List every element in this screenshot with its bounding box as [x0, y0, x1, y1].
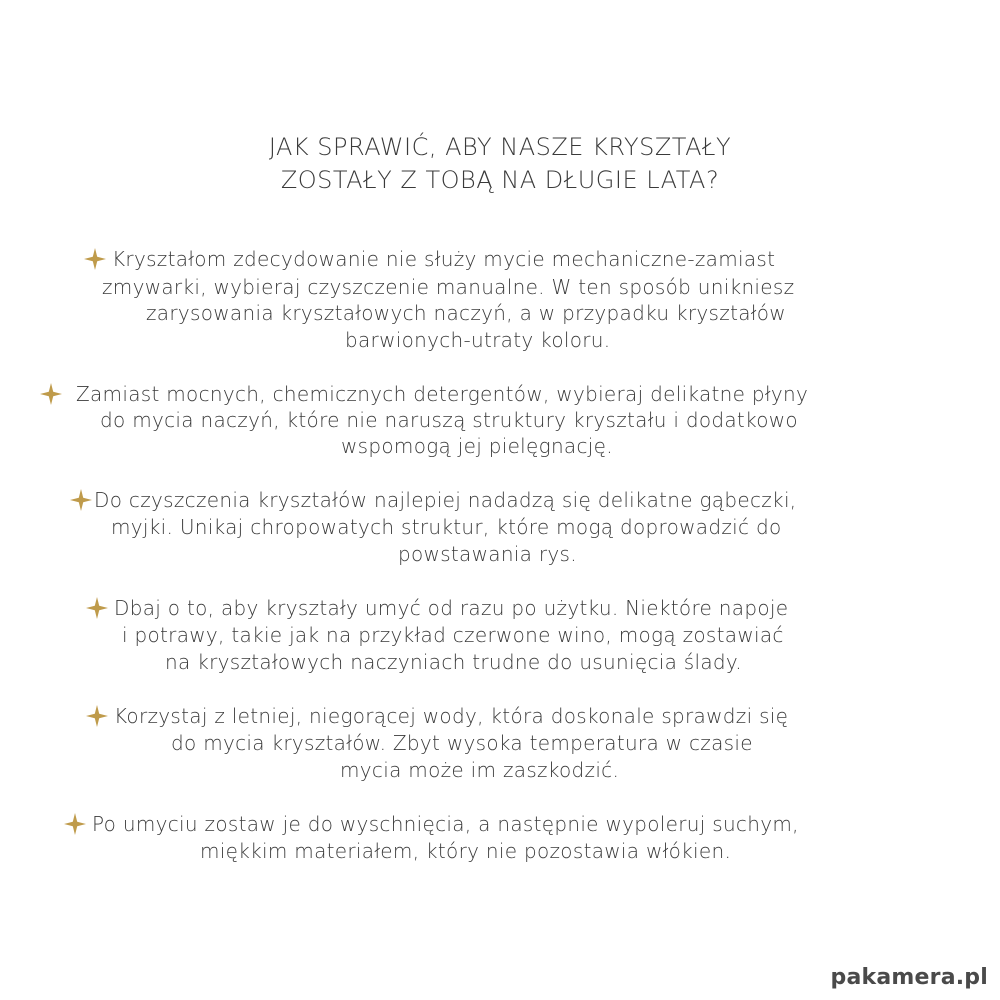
care-tip-line [86, 596, 788, 620]
four-point-star-icon [64, 813, 86, 835]
care-tip-line: mycia może im zaszkodzić. [340, 758, 620, 782]
care-tip-line [86, 704, 788, 728]
care-tip-line: wspomogą jej pielęgnację. [341, 434, 613, 458]
care-tip-line: myjki. Unikaj chropowatych struktur, które mogą doprowadzić do [111, 515, 782, 539]
care-tip-line [70, 488, 796, 512]
care-tip-line: barwionych-utraty koloru. [345, 328, 611, 352]
care-tip-line: zmywarki, wybieraj czyszczenie manualne. W ten sposób unikniesz [102, 275, 795, 299]
four-point-star-icon [70, 489, 92, 511]
care-tip-line [40, 382, 808, 406]
care-tip-line: miękkim materiałem, który nie pozostawia włókien. [200, 839, 732, 863]
care-tip-line: na kryształowych naczyniach trudne do usunięcia ślady. [165, 650, 742, 674]
care-tip-text: Po umyciu zostaw je do wyschnięcia, a następnie wypoleruj suchym, [92, 812, 799, 836]
care-tip-line: do mycia kryształów. Zbyt wysoka temperatura w czasie [171, 731, 753, 755]
page-title-line-2: ZOSTAŁY Z TOBĄ NA DŁUGIE LATA? [280, 166, 720, 194]
care-tip-text: Kryształom zdecydowanie nie służy mycie mechaniczne-zamiast [112, 247, 776, 271]
four-point-star-icon [86, 597, 108, 619]
care-tip-line [64, 812, 799, 836]
care-tip-text: Zamiast mocnych, chemicznych detergentów, wybieraj delikatne płyny [76, 382, 809, 406]
page-title-line-1: JAK SPRAWIĆ, ABY NASZE KRYSZTAŁY [268, 133, 732, 161]
brand-watermark: pakamera.pl [830, 965, 988, 990]
four-point-star-icon [86, 705, 108, 727]
care-tip-text: Korzystaj z letniej, niegorącej wody, która doskonale sprawdzi się [114, 704, 789, 728]
care-tip-line: i potrawy, takie jak na przykład czerwone wino, mogą zostawiać [122, 623, 784, 647]
care-tip-text: Dbaj o to, aby kryształy umyć od razu po użytku. Niektóre napoje [114, 596, 789, 620]
care-tip-text: Do czyszczenia kryształów najlepiej nadadzą się delikatne gąbeczki, [94, 488, 797, 512]
care-tip-line: powstawania rys. [398, 542, 577, 566]
care-tip-line [84, 247, 775, 271]
four-point-star-icon [40, 383, 62, 405]
four-point-star-icon [84, 248, 106, 270]
care-tip-line: do mycia naczyń, które nie naruszą struktury kryształu i dodatkowo [100, 408, 798, 432]
care-tip-line: zarysowania kryształowych naczyń, a w przypadku kryształów [146, 301, 786, 325]
